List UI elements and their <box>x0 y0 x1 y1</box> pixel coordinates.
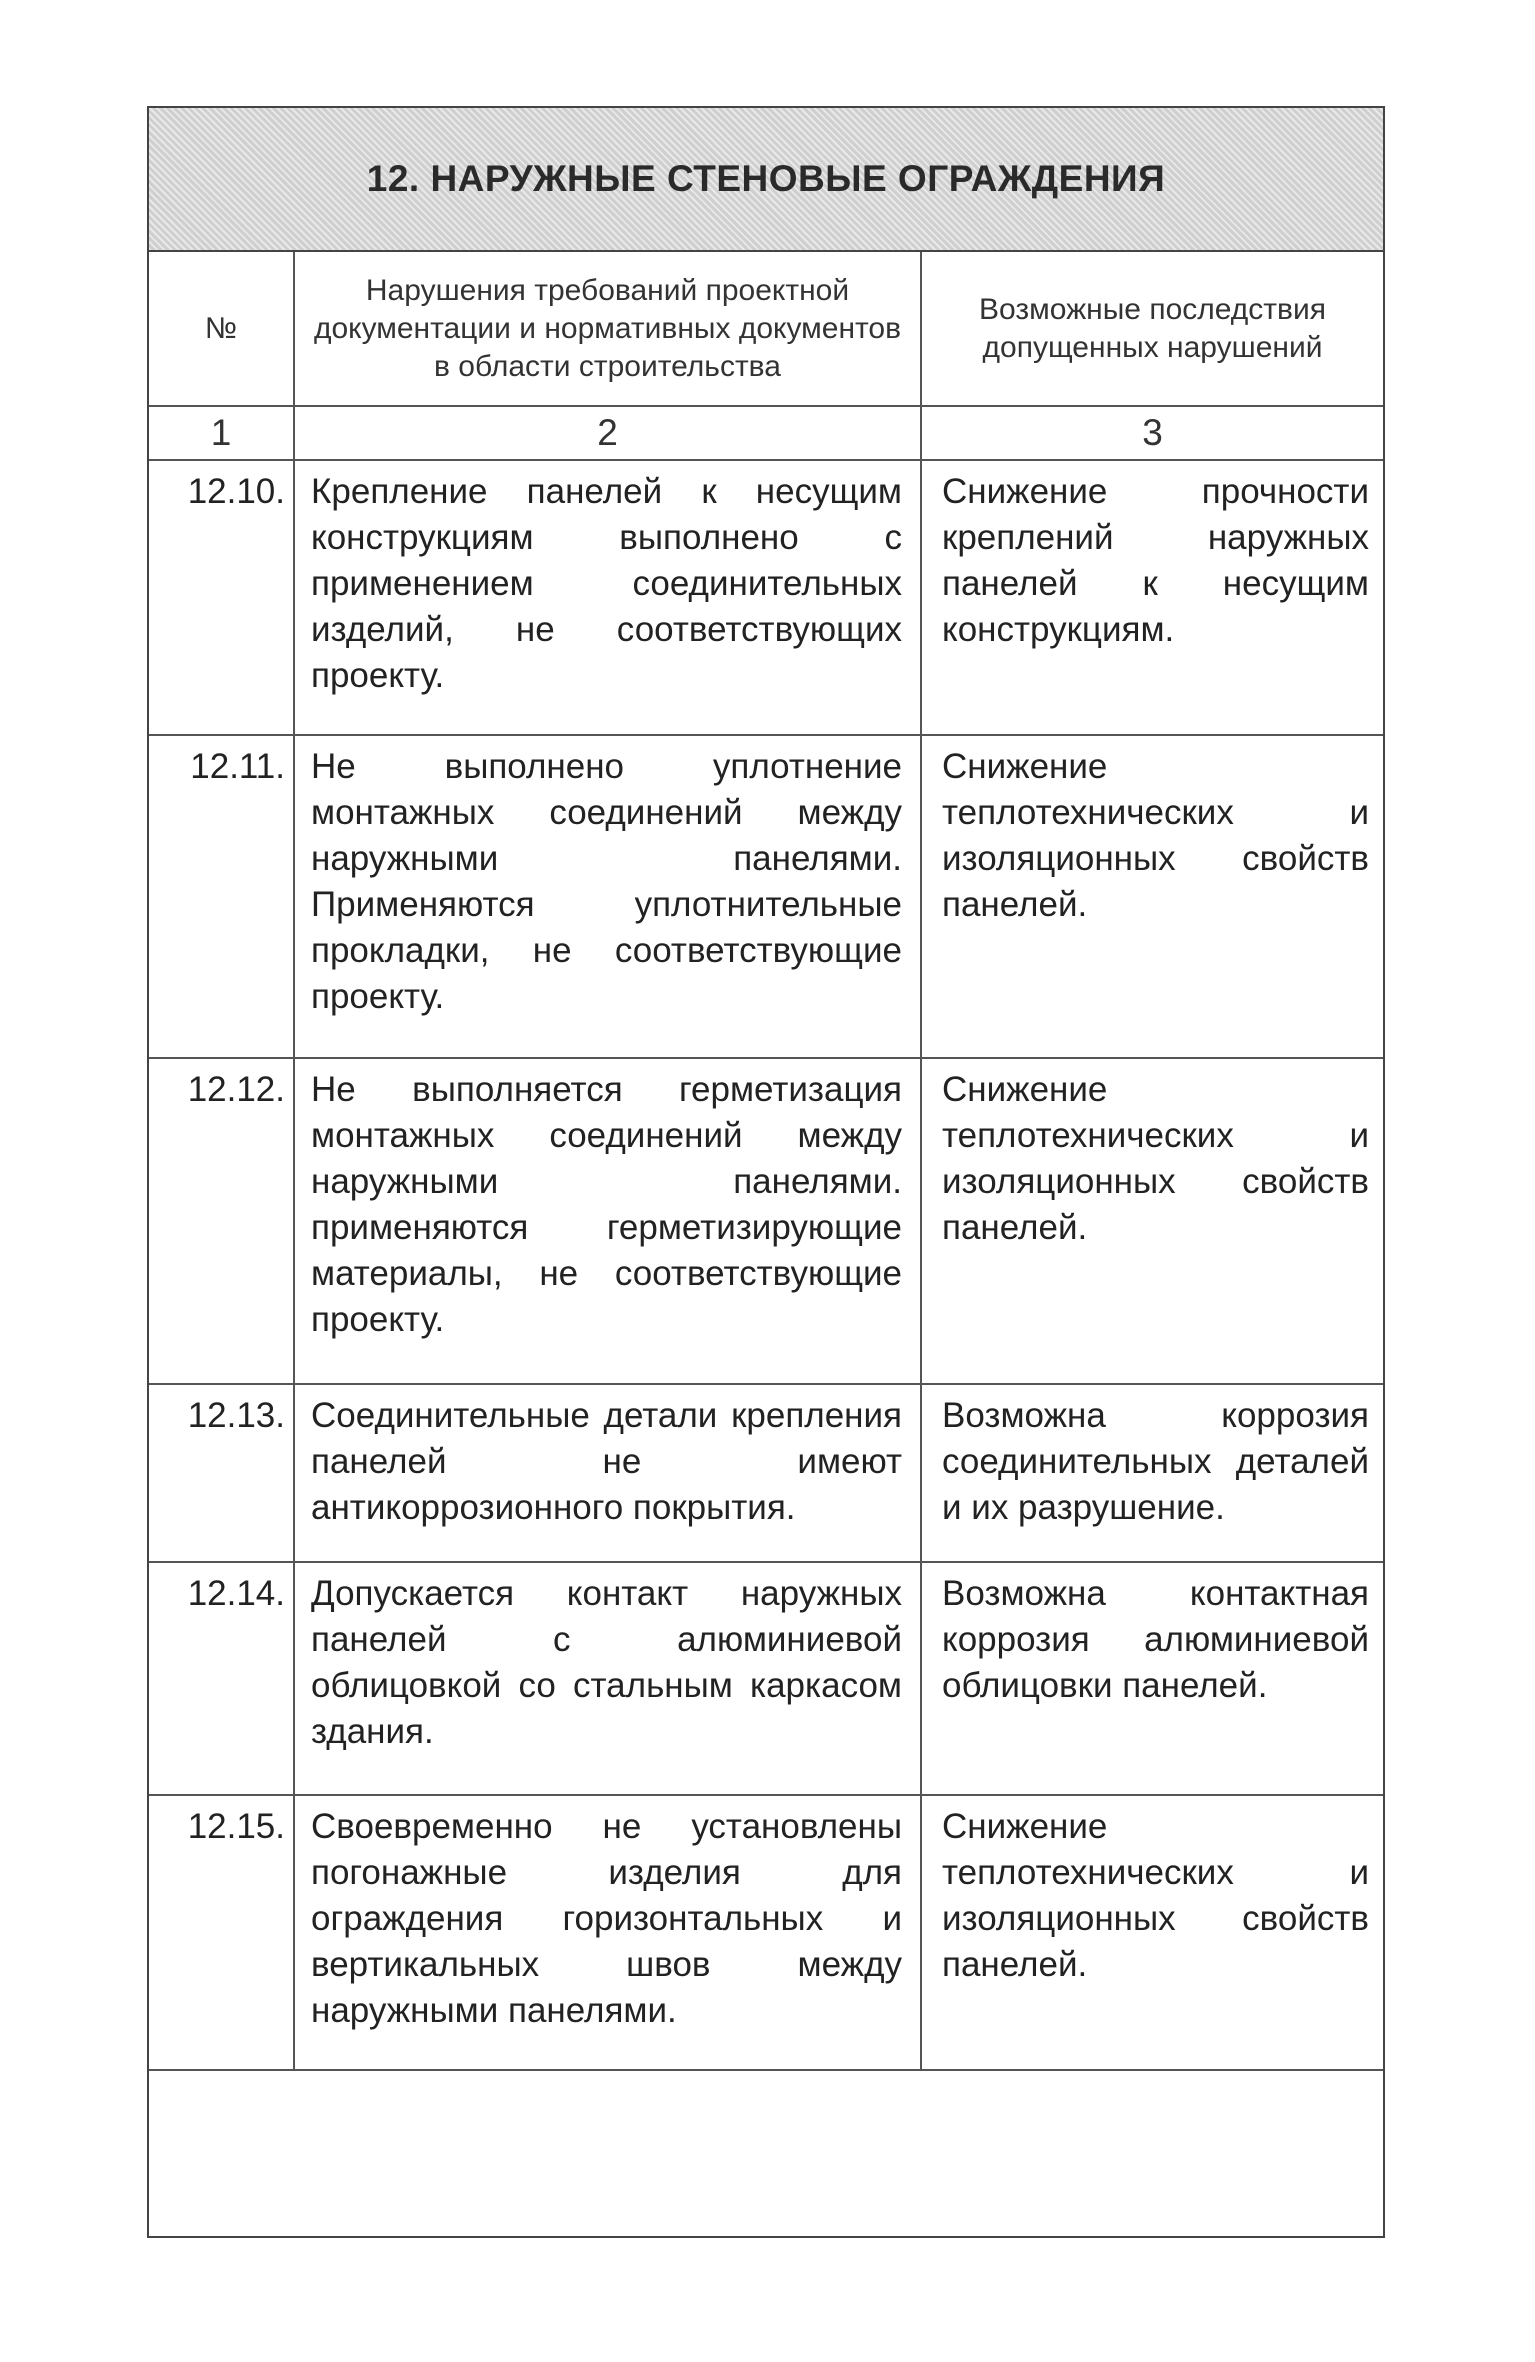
violation-text: Своевременно не установлены погонажные изделия для ограждения горизонтальных и вертикальных швов между наружными панелями. <box>295 1796 922 2069</box>
table-row <box>149 1796 1383 2071</box>
row-number: 12.14. <box>149 1563 295 1794</box>
header-number: № <box>149 252 295 405</box>
table-row <box>149 1385 1383 1563</box>
header-consequence: Возможные последствия допущенных нарушений <box>979 292 1326 364</box>
row-number: 12.10. <box>149 461 295 734</box>
header-violation: Нарушения требований проектной документации и нормативных документов в области строительства <box>295 252 922 405</box>
violation-text: Не выполнено уплотнение монтажных соединений между наружными панелями. Применяются уплотнительные прокладки, не соответствующие проекту. <box>295 736 922 1057</box>
table-row <box>149 461 1383 736</box>
table-row <box>149 736 1383 1059</box>
violation-text: Не выполняется герметизация монтажных соединений между наружными панелями. применяются герметизирующие материалы, не соответствующие проекту. <box>295 1059 922 1383</box>
violations-table <box>149 252 1383 2071</box>
violation-text: Допускается контакт наружных панелей с алюминиевой облицовкой со стальным каркасом здания. <box>295 1563 922 1794</box>
table-header-row <box>149 252 1383 407</box>
consequence-text: Снижение теплотехнических и изоляционных свойств панелей. <box>942 1807 1369 1984</box>
consequence-text: Снижение теплотехнических и изоляционных свойств панелей. <box>942 1070 1369 1247</box>
violation-text: Крепление панелей к несущим конструкциям выполнено с применением соединительных изделий, не соответствующих проекту. <box>295 461 922 734</box>
section-title: 12. НАРУЖНЫЕ СТЕНОВЫЕ ОГРАЖДЕНИЯ <box>366 158 1166 199</box>
section-title-band <box>149 108 1383 252</box>
consequence-text: Возможна коррозия соединительных деталей и их разрушение. <box>942 1396 1369 1527</box>
column-number: 1 <box>149 407 295 459</box>
consequence-text: Снижение прочности креплений наружных панелей к несущим конструкциям. <box>942 472 1369 649</box>
table-row <box>149 1059 1383 1385</box>
table-frame <box>147 106 1385 2238</box>
violation-text: Соединительные детали крепления панелей не имеют антикоррозионного покрытия. <box>295 1385 922 1561</box>
consequence-text: Снижение теплотехнических и изоляционных свойств панелей. <box>942 747 1369 924</box>
consequence-text: Возможна контактная коррозия алюминиевой облицовки панелей. <box>942 1574 1369 1705</box>
column-number: 3 <box>1142 412 1163 453</box>
column-number: 2 <box>295 407 922 459</box>
column-number-row <box>149 407 1383 461</box>
row-number: 12.11. <box>149 736 295 1057</box>
row-number: 12.13. <box>149 1385 295 1561</box>
table-row <box>149 1563 1383 1796</box>
row-number: 12.12. <box>149 1059 295 1383</box>
row-number: 12.15. <box>149 1796 295 2069</box>
